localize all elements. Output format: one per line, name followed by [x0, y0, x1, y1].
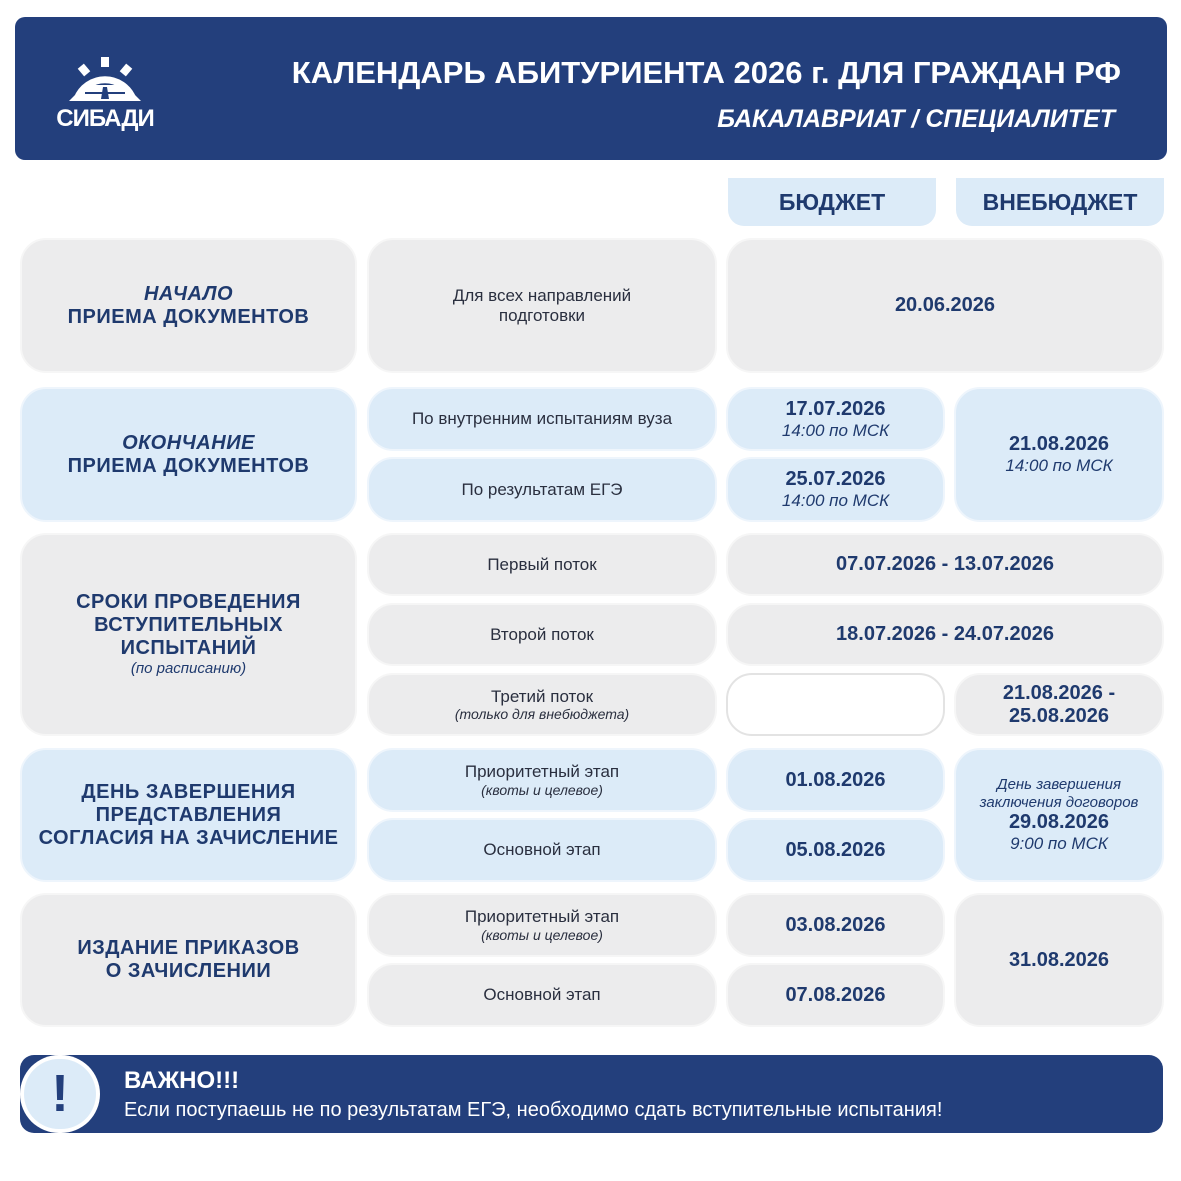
exclamation-icon	[20, 1055, 100, 1133]
category-consent-line2: ПРЕДСТАВЛЕНИЯ	[95, 803, 282, 826]
category-exams-line2: ВСТУПИТЕЛЬНЫХ	[94, 614, 283, 637]
desc-consent-priority	[367, 748, 717, 812]
gear-road-icon	[55, 49, 155, 105]
category-end-line1: ОКОНЧАНИЕ	[122, 431, 255, 454]
value-consent-nonbudget-time: 9:00 по МСК	[1010, 833, 1108, 853]
page-subtitle: БАКАЛАВРИАТ / СПЕЦИАЛИТЕТ	[717, 105, 1115, 133]
page-title: КАЛЕНДАРЬ АБИТУРИЕНТА 2026 г. ДЛЯ ГРАЖДАН РФ	[291, 55, 1121, 90]
value-start	[726, 238, 1164, 373]
value-orders-main-date: 07.08.2026	[785, 983, 886, 1006]
value-consent-nonbudget-note1: День завершения	[997, 776, 1121, 794]
value-orders-priority	[726, 893, 945, 957]
value-stream-2	[726, 603, 1164, 666]
value-orders-nonbudget-date: 31.08.2026	[1008, 948, 1110, 971]
desc-start-line1: Для всех направлений	[452, 285, 632, 305]
desc-start-line2: подготовки	[498, 305, 586, 325]
value-consent-main-date: 05.08.2026	[785, 838, 886, 861]
category-consent-line3: СОГЛАСИЯ НА ЗАЧИСЛЕНИЕ	[38, 826, 339, 849]
category-start-line2: ПРИЕМА ДОКУМЕНТОВ	[67, 305, 310, 328]
desc-stream-2-text: Второй поток	[490, 624, 594, 644]
category-consent-line1: ДЕНЬ ЗАВЕРШЕНИЯ	[81, 780, 296, 803]
value-stream-3-line1: 21.08.2026 -	[1002, 681, 1116, 704]
value-end-nonbudget-date: 21.08.2026	[1008, 433, 1110, 456]
category-exams-line1: СРОКИ ПРОВЕДЕНИЯ	[76, 591, 301, 614]
desc-consent-main	[367, 818, 717, 882]
value-consent-nonbudget	[954, 748, 1164, 882]
desc-orders-priority-note: (квоты и целевое)	[481, 926, 603, 943]
desc-end-ege	[367, 457, 717, 522]
value-orders-main	[726, 963, 945, 1027]
desc-stream-3	[367, 673, 717, 736]
value-end-internal-date: 17.07.2026	[785, 397, 886, 420]
value-consent-nonbudget-note2: заключения договоров	[979, 793, 1139, 811]
value-consent-priority	[726, 748, 945, 812]
value-orders-nonbudget	[954, 893, 1164, 1027]
value-stream-1-dates: 07.07.2026 - 13.07.2026	[836, 553, 1054, 575]
value-orders-priority-date: 03.08.2026	[785, 913, 886, 936]
desc-orders-priority-text: Приоритетный этап	[464, 907, 620, 927]
value-stream-2-dates: 18.07.2026 - 24.07.2026	[836, 623, 1054, 645]
value-stream-3-nonbudget	[954, 673, 1164, 736]
category-exams	[20, 533, 357, 736]
value-end-ege-time: 14:00 по МСК	[781, 491, 890, 511]
desc-end-internal-text: По внутренним испытаниям вуза	[411, 409, 673, 429]
desc-stream-3-note: (только для внебюджета)	[454, 706, 630, 723]
category-orders-line1: ИЗДАНИЕ ПРИКАЗОВ	[77, 937, 300, 959]
value-stream-1	[726, 533, 1164, 596]
value-end-internal-time: 14:00 по МСК	[781, 420, 890, 440]
column-header-budget: БЮДЖЕТ	[728, 178, 936, 226]
desc-consent-main-text: Основной этап	[483, 840, 601, 860]
desc-orders-main	[367, 963, 717, 1027]
value-end-ege	[726, 457, 945, 522]
desc-consent-priority-text: Приоритетный этап	[464, 762, 620, 782]
category-end	[20, 387, 357, 522]
category-end-line2: ПРИЕМА ДОКУМЕНТОВ	[67, 454, 310, 477]
value-stream-3-budget-empty	[726, 673, 945, 736]
desc-orders-main-text: Основной этап	[483, 985, 601, 1005]
important-banner	[20, 1055, 1163, 1133]
important-title: ВАЖНО!!!	[124, 1067, 240, 1094]
value-end-ege-date: 25.07.2026	[785, 468, 886, 491]
value-end-nonbudget-time: 14:00 по МСК	[1005, 456, 1113, 476]
desc-end-ege-text: По результатам ЕГЭ	[461, 479, 623, 499]
desc-stream-2	[367, 603, 717, 666]
column-header-nonbudget: ВНЕБЮДЖЕТ	[956, 178, 1164, 226]
value-stream-3-line2: 25.08.2026	[1008, 704, 1110, 727]
desc-stream-1-text: Первый поток	[487, 554, 597, 574]
value-consent-nonbudget-date: 29.08.2026	[1008, 810, 1110, 833]
logo-text: СИБАДИ	[56, 105, 154, 132]
exclamation-icon-glyph: !	[24, 1059, 96, 1129]
desc-stream-3-text: Третий поток	[490, 686, 594, 706]
desc-stream-1	[367, 533, 717, 596]
desc-orders-priority	[367, 893, 717, 957]
value-end-nonbudget	[954, 387, 1164, 522]
value-consent-main	[726, 818, 945, 882]
category-orders-line2: О ЗАЧИСЛЕНИИ	[105, 960, 272, 982]
value-end-internal	[726, 387, 945, 451]
category-consent	[20, 748, 357, 882]
header-banner	[15, 17, 1167, 160]
category-exams-line3: ИСПЫТАНИЙ	[120, 637, 257, 660]
value-start-date: 20.06.2026	[894, 294, 996, 316]
desc-end-internal	[367, 387, 717, 451]
category-exams-note: (по расписанию)	[130, 660, 247, 678]
category-start	[20, 238, 357, 373]
sibadi-logo	[55, 49, 165, 132]
important-text: Если поступаешь не по результатам ЕГЭ, необходимо сдать вступительные испытания!	[124, 1099, 943, 1121]
category-start-line1: НАЧАЛО	[143, 282, 234, 305]
desc-start	[367, 238, 717, 373]
category-orders	[20, 893, 357, 1027]
value-consent-priority-date: 01.08.2026	[785, 768, 886, 791]
desc-consent-priority-note: (квоты и целевое)	[481, 781, 603, 798]
